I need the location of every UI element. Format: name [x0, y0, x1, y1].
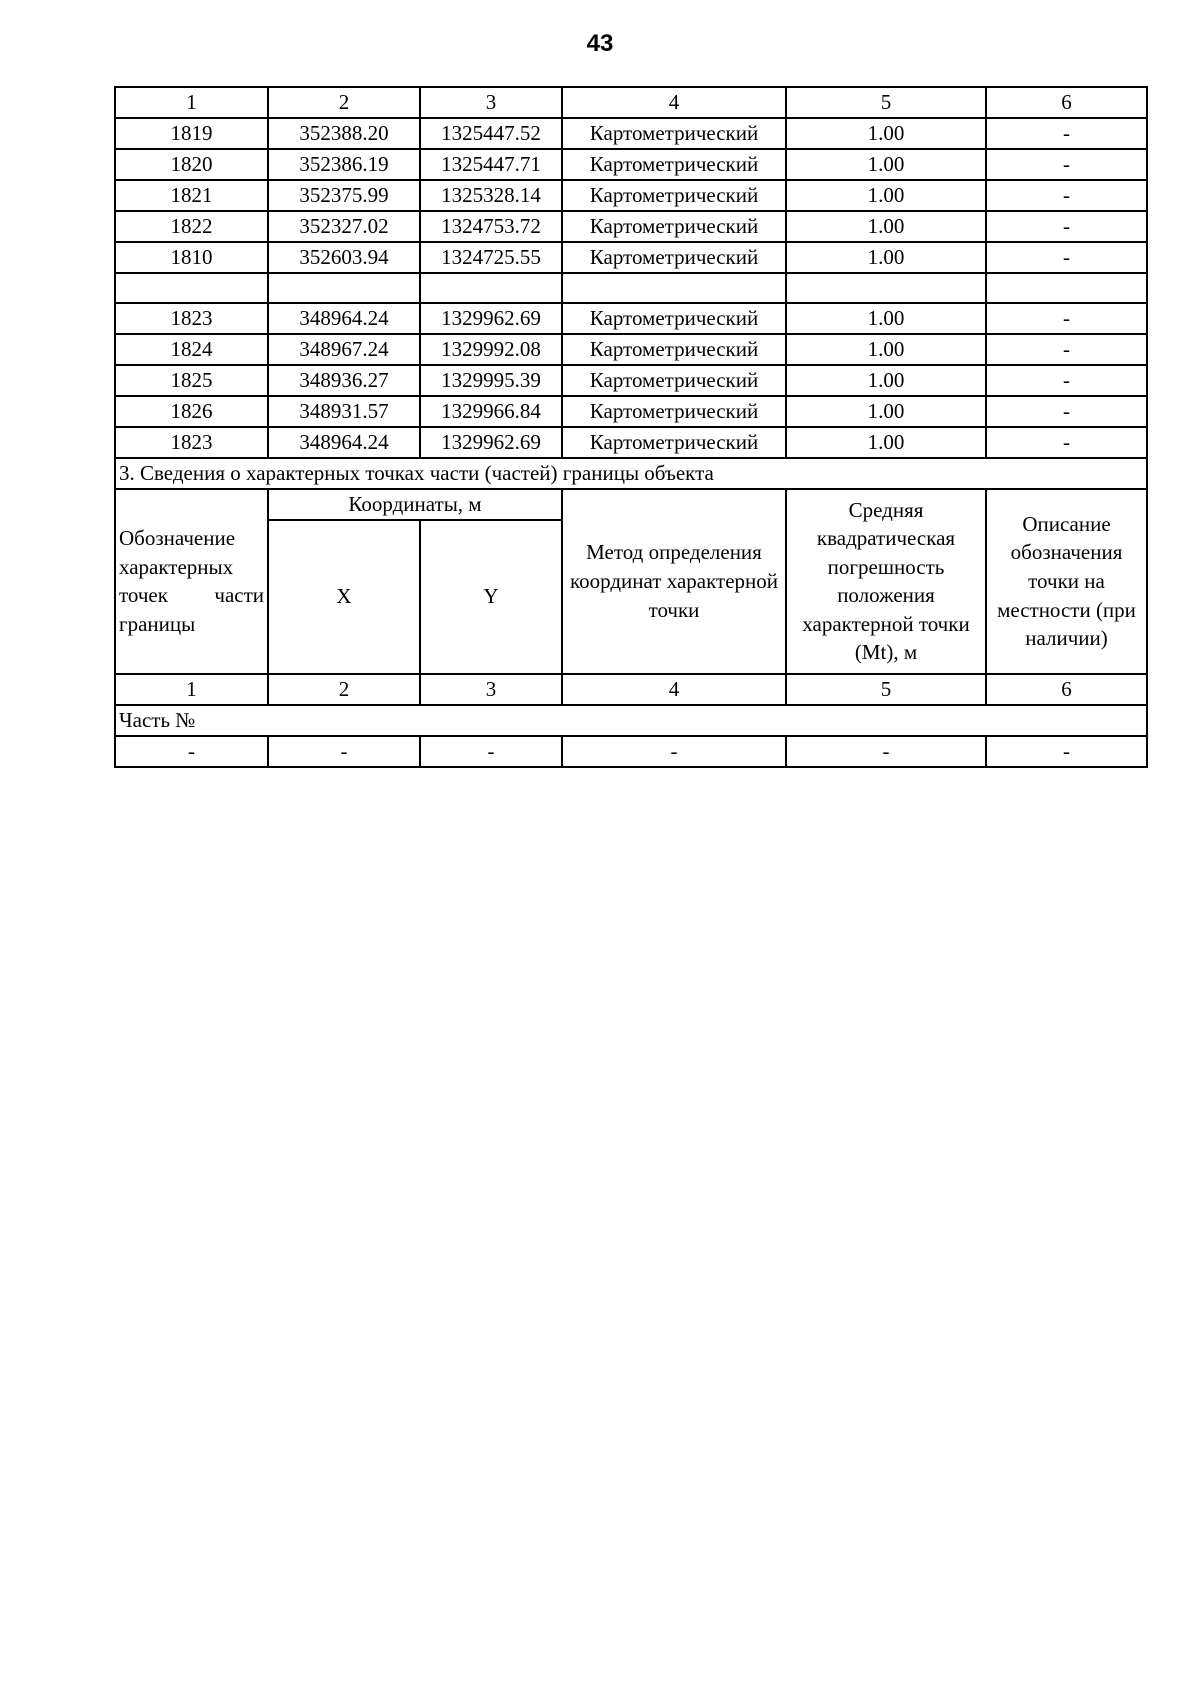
section-title-row — [115, 458, 1147, 489]
column-number-cell: 4 — [562, 674, 786, 705]
table-cell: 1826 — [115, 396, 268, 427]
table-cell: 348964.24 — [268, 303, 420, 334]
table-cell: Картометрический — [562, 149, 786, 180]
header-coordinates-group: Координаты, м — [268, 489, 562, 520]
header-y: Y — [420, 520, 562, 674]
table-cell: Картометрический — [562, 427, 786, 458]
table-row — [115, 180, 1147, 211]
header-x: X — [268, 520, 420, 674]
column-number-cell: 6 — [986, 674, 1147, 705]
table-cell: 1324725.55 — [420, 242, 562, 273]
table-row — [115, 334, 1147, 365]
table-cell: 1.00 — [786, 149, 986, 180]
table-cell: Картометрический — [562, 180, 786, 211]
table-cell: - — [986, 427, 1147, 458]
table-cell: 1810 — [115, 242, 268, 273]
table-cell: 1.00 — [786, 396, 986, 427]
table-cell: 1819 — [115, 118, 268, 149]
empty-cell — [115, 273, 268, 303]
table-cell: 1325328.14 — [420, 180, 562, 211]
table-cell: 1329992.08 — [420, 334, 562, 365]
table-cell: Картометрический — [562, 396, 786, 427]
table-cell: Картометрический — [562, 118, 786, 149]
table-cell: 1.00 — [786, 211, 986, 242]
header-row-1 — [115, 489, 1147, 520]
table-cell: 1329966.84 — [420, 396, 562, 427]
table-cell: 352388.20 — [268, 118, 420, 149]
table-cell: - — [420, 736, 562, 767]
table-cell: Картометрический — [562, 242, 786, 273]
table-cell: 1822 — [115, 211, 268, 242]
column-number-row-2 — [115, 674, 1147, 705]
empty-cell — [268, 273, 420, 303]
table-row — [115, 303, 1147, 334]
column-number-cell: 2 — [268, 674, 420, 705]
table-cell: 1.00 — [786, 180, 986, 211]
column-number-cell: 1 — [115, 87, 268, 118]
table-cell: 1.00 — [786, 118, 986, 149]
table-cell: - — [986, 180, 1147, 211]
column-number-row — [115, 87, 1147, 118]
table-cell: - — [986, 365, 1147, 396]
empty-cell — [562, 273, 786, 303]
table-cell: 348931.57 — [268, 396, 420, 427]
coordinates-table — [114, 86, 1148, 768]
empty-cell — [986, 273, 1147, 303]
table-cell: - — [986, 211, 1147, 242]
table-cell: - — [986, 149, 1147, 180]
table-cell: - — [986, 334, 1147, 365]
table-cell: - — [986, 242, 1147, 273]
table-cell: 352386.19 — [268, 149, 420, 180]
table-cell: Картометрический — [562, 211, 786, 242]
table-cell: - — [268, 736, 420, 767]
table-row — [115, 242, 1147, 273]
table-cell: - — [986, 303, 1147, 334]
table-cell: 1823 — [115, 427, 268, 458]
table-row — [115, 149, 1147, 180]
table-row — [115, 396, 1147, 427]
table-cell: 348936.27 — [268, 365, 420, 396]
table-cell: 1.00 — [786, 427, 986, 458]
column-number-cell: 3 — [420, 87, 562, 118]
table-row — [115, 365, 1147, 396]
section-3-title: 3. Сведения о характерных точках части (частей) границы объекта — [115, 458, 1147, 489]
column-number-cell: 1 — [115, 674, 268, 705]
page-number: 43 — [586, 30, 614, 57]
column-number-cell: 5 — [786, 87, 986, 118]
table-cell: 1325447.52 — [420, 118, 562, 149]
table-cell: 352603.94 — [268, 242, 420, 273]
table-row — [115, 118, 1147, 149]
table-cell: 1.00 — [786, 303, 986, 334]
empty-cell — [786, 273, 986, 303]
table-row — [115, 211, 1147, 242]
table-cell: Картометрический — [562, 303, 786, 334]
header-point-designation: Обозначение характерных точек части границы — [115, 489, 268, 674]
table-cell: - — [986, 736, 1147, 767]
table-cell: 348967.24 — [268, 334, 420, 365]
table-cell: 1825 — [115, 365, 268, 396]
table-cell: Картометрический — [562, 365, 786, 396]
table-cell: - — [786, 736, 986, 767]
table-cell: 1820 — [115, 149, 268, 180]
table-cell: - — [562, 736, 786, 767]
table-cell: - — [986, 396, 1147, 427]
table-cell: - — [115, 736, 268, 767]
header-mean-square-error: Средняя квадратическая погрешность положения характерной точки (Mt), м — [786, 489, 986, 674]
table-cell: 1823 — [115, 303, 268, 334]
table-cell: - — [986, 118, 1147, 149]
table-cell: Картометрический — [562, 334, 786, 365]
column-number-cell: 5 — [786, 674, 986, 705]
table-cell: 1.00 — [786, 334, 986, 365]
table-cell: 1821 — [115, 180, 268, 211]
blank-separator-row — [115, 273, 1147, 303]
table-cell: 1824 — [115, 334, 268, 365]
table-cell: 352375.99 — [268, 180, 420, 211]
column-number-cell: 2 — [268, 87, 420, 118]
part-number-label: Часть № — [115, 705, 1147, 736]
table-cell: 1.00 — [786, 365, 986, 396]
empty-cell — [420, 273, 562, 303]
part-label-row — [115, 705, 1147, 736]
header-description: Описание обозначения точки на местности (при наличии) — [986, 489, 1147, 674]
part-data-row — [115, 736, 1147, 767]
table-cell: 1329962.69 — [420, 427, 562, 458]
table-row — [115, 427, 1147, 458]
column-number-cell: 6 — [986, 87, 1147, 118]
table-cell: 1324753.72 — [420, 211, 562, 242]
header-method: Метод определения координат характерной точки — [562, 489, 786, 674]
table-cell: 1.00 — [786, 242, 986, 273]
table-cell: 1329995.39 — [420, 365, 562, 396]
table-cell: 1325447.71 — [420, 149, 562, 180]
table-cell: 352327.02 — [268, 211, 420, 242]
table-cell: 1329962.69 — [420, 303, 562, 334]
table-cell: 348964.24 — [268, 427, 420, 458]
column-number-cell: 4 — [562, 87, 786, 118]
column-number-cell: 3 — [420, 674, 562, 705]
